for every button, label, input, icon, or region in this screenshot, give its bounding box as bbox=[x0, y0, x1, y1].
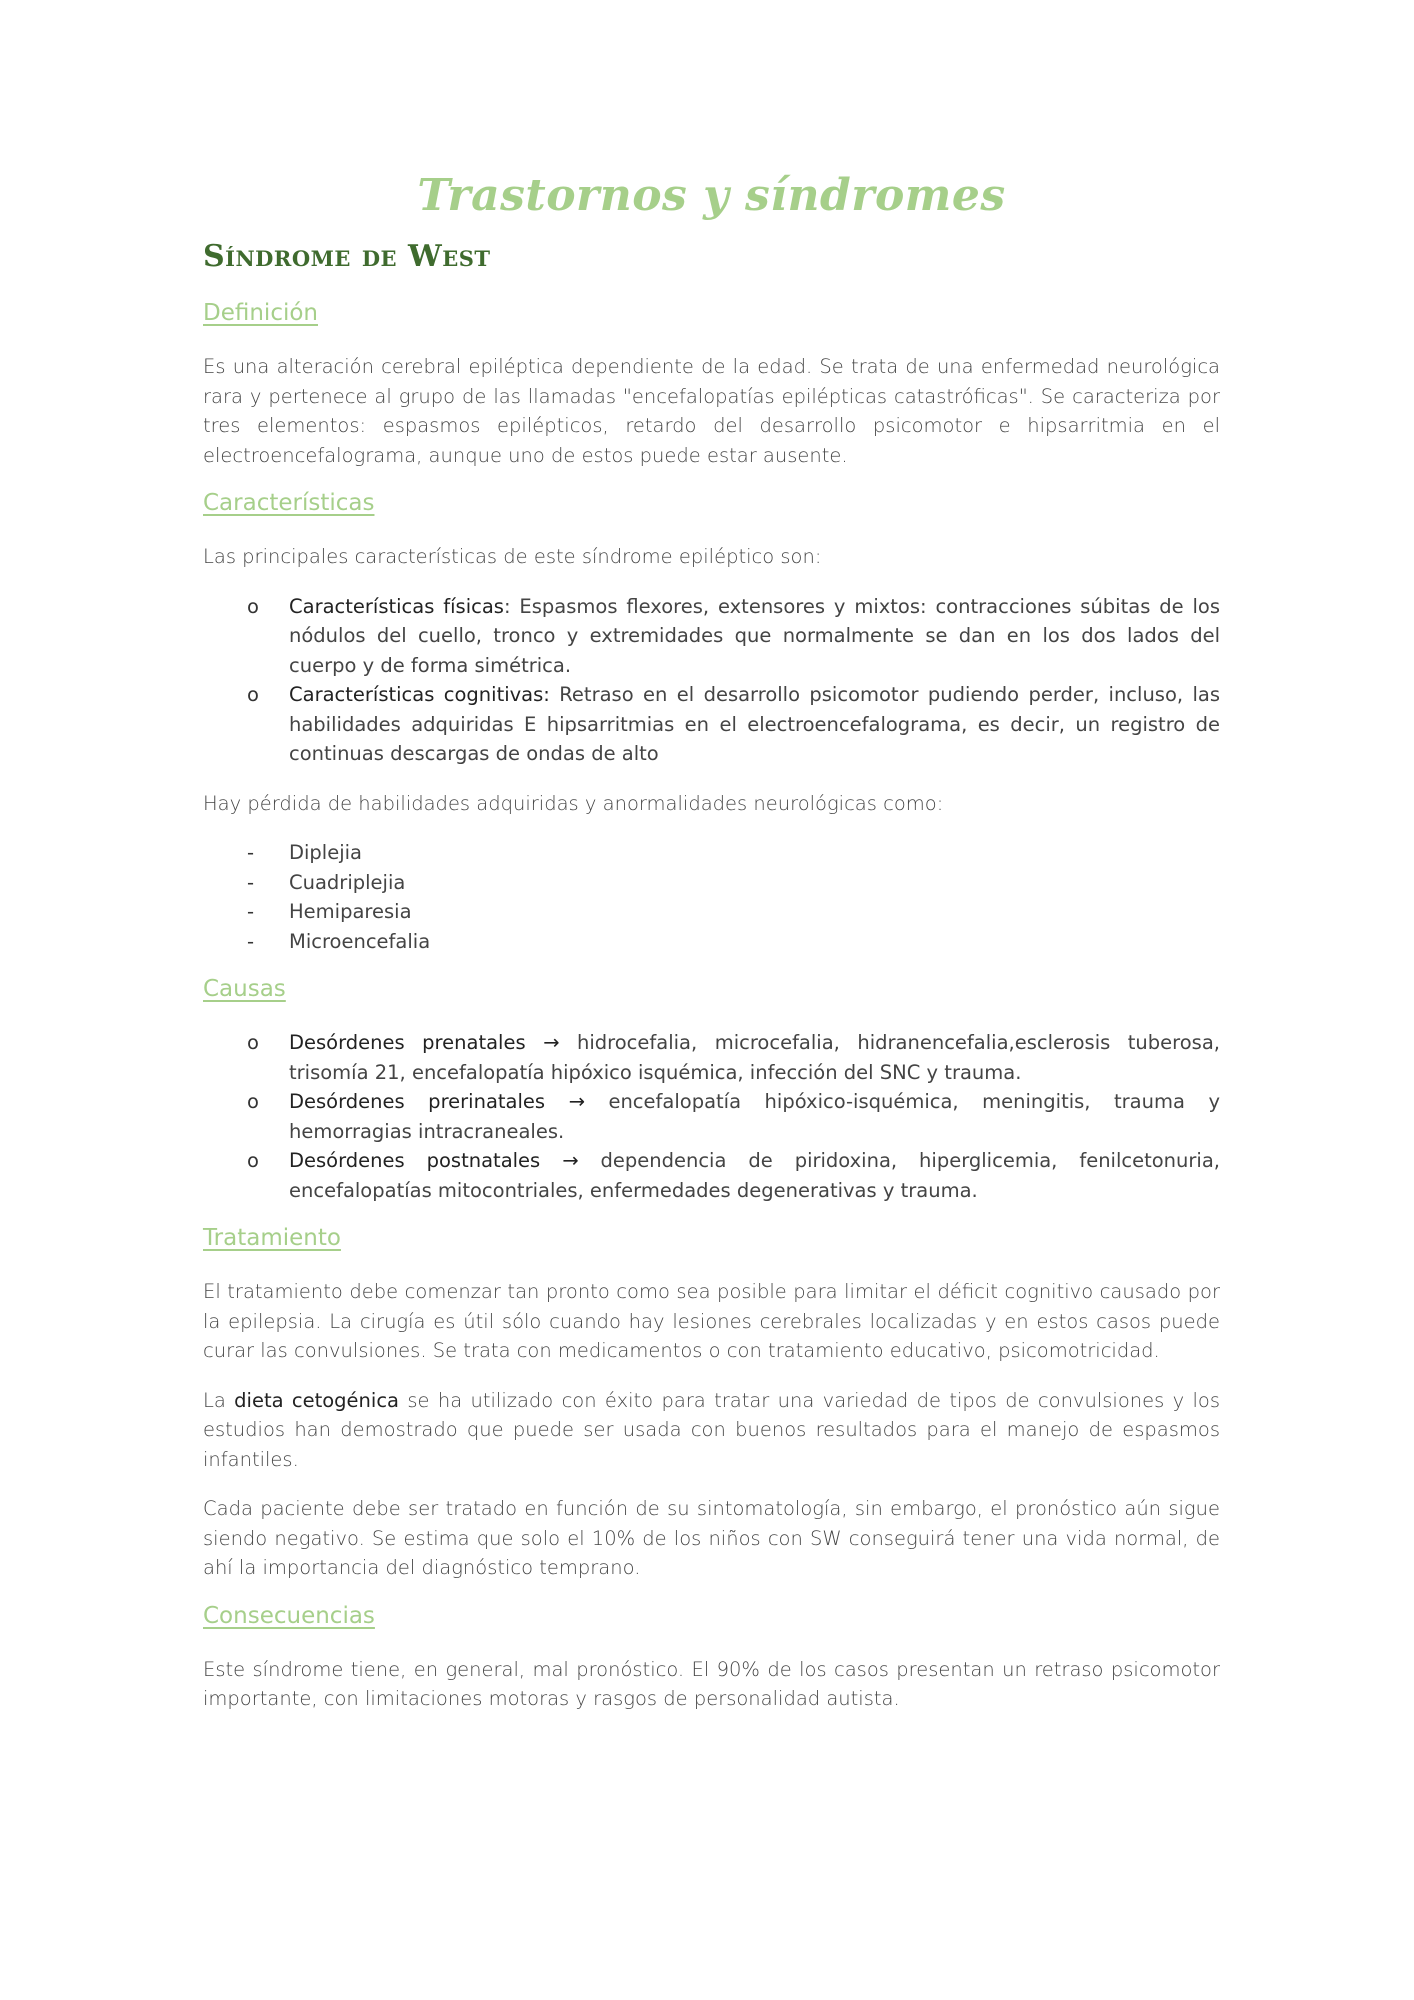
item-text: hidrocefalia, microcefalia, hidranencefalia,esclerosis tuberosa, trisomía 21, encefalopatía hipóxico isquémica, infección del SNC y trauma. bbox=[289, 1031, 1220, 1084]
document-title: Trastornos y síndromes bbox=[417, 170, 1006, 221]
list-item bbox=[203, 592, 1220, 681]
bullet-marker: o bbox=[247, 1031, 259, 1054]
caracteristicas-intro: Las principales características de este síndrome epiléptico son: bbox=[203, 545, 822, 568]
bullet-marker: o bbox=[247, 594, 259, 618]
item-text: Microencefalia bbox=[289, 929, 431, 953]
heading-definicion: Definición bbox=[203, 300, 318, 326]
list-item bbox=[203, 927, 1220, 957]
document-page bbox=[203, 170, 1220, 1734]
item-term: Desórdenes postnatales bbox=[289, 1149, 541, 1172]
bullet-marker: o bbox=[247, 1149, 259, 1172]
heading-caracteristicas: Características bbox=[203, 490, 375, 516]
item-text: : Espasmos flexores, extensores y mixtos: contracciones súbitas de los nódulos del cuello, tronco y extremidades que normalmente se dan en los dos lados del cuerpo y de forma simétrica. bbox=[289, 594, 1220, 677]
heading-causas: Causas bbox=[203, 976, 286, 1002]
item-text: encefalopatía hipóxico-isquémica, meningitis, trauma y hemorragias intracraneales. bbox=[289, 1090, 1220, 1143]
abnormalities-list bbox=[203, 838, 1220, 956]
item-text: Cuadriplejia bbox=[289, 870, 406, 894]
list-item bbox=[203, 1028, 1220, 1087]
arrow-right-icon: → bbox=[568, 1090, 585, 1113]
dash-marker: - bbox=[247, 841, 255, 864]
dash-marker: - bbox=[247, 870, 255, 894]
consecuencias-text: Este síndrome tiene, en general, mal pronóstico. El 90% de los casos presentan un retraso psicomotor importante, con limitaciones motoras y rasgos de personalidad autista. bbox=[203, 1657, 1220, 1710]
list-item bbox=[203, 1146, 1220, 1205]
bullet-marker: o bbox=[247, 683, 259, 706]
p2-after: se ha utilizado con éxito para tratar una variedad de tipos de convulsiones y los estudios han demostrado que puede ser usada con buenos resultados para el manejo de espasmos infantiles. bbox=[203, 1388, 1220, 1471]
item-term: Características cognitivas: bbox=[289, 683, 550, 706]
item-text: dependencia de piridoxina, hiperglicemia, fenilcetonuria, encefalopatías mitocontriales, enfermedades degenerativas y trauma. bbox=[289, 1149, 1220, 1202]
item-text: Diplejia bbox=[289, 841, 363, 864]
list-item bbox=[203, 838, 1220, 868]
list-item bbox=[203, 897, 1220, 927]
p2-before: La bbox=[203, 1388, 235, 1412]
section-title: Síndrome de West bbox=[203, 239, 491, 274]
item-text: Hemiparesia bbox=[289, 900, 412, 923]
item-term: Desórdenes prenatales bbox=[289, 1031, 526, 1054]
tratamiento-p3: Cada paciente debe ser tratado en función de su sintomatología, sin embargo, el pronóstico aún sigue siendo negativo. Se estima que solo el 10% de los niños con SW conseguirá tener una vida normal, de ahí la importancia del diagnóstico temprano. bbox=[203, 1497, 1220, 1579]
item-term: Desórdenes prerinatales bbox=[289, 1090, 546, 1113]
p2-term: dieta cetogénica bbox=[234, 1388, 399, 1412]
list-item bbox=[203, 680, 1220, 769]
dash-marker: - bbox=[247, 900, 255, 923]
item-text: Retraso en el desarrollo psicomotor pudiendo perder, incluso, las habilidades adquiridas E hipsarritmias en el electroencefalograma, es decir, un registro de continuas descargas de ondas de alto bbox=[289, 683, 1221, 765]
bullet-marker: o bbox=[247, 1090, 259, 1113]
list-item bbox=[203, 868, 1220, 898]
caracteristicas-list bbox=[203, 592, 1220, 769]
item-term: Características físicas bbox=[289, 594, 504, 618]
heading-tratamiento: Tratamiento bbox=[203, 1225, 341, 1251]
heading-consecuencias: Consecuencias bbox=[203, 1602, 375, 1629]
dash-marker: - bbox=[247, 929, 255, 953]
arrow-right-icon: → bbox=[562, 1149, 579, 1172]
list-item bbox=[203, 1087, 1220, 1146]
arrow-right-icon: → bbox=[543, 1031, 560, 1054]
tratamiento-p1: El tratamiento debe comenzar tan pronto como sea posible para limitar el déficit cognitivo causado por la epilepsia. La cirugía es útil sólo cuando hay lesiones cerebrales localizadas y en estos casos puede curar las convulsiones. Se trata con medicamentos o con tratamiento educativo, psicomotricidad. bbox=[203, 1280, 1220, 1362]
causas-list bbox=[203, 1028, 1220, 1205]
tratamiento-p2 bbox=[203, 1386, 1220, 1475]
definicion-text: Es una alteración cerebral epiléptica dependiente de la edad. Se trata de una enfermedad neurológica rara y pertenece al grupo de las llamadas "encefalopatías epilépticas catastróficas". Se caracteriza por tres elementos: espasmos epilépticos, retardo del desarrollo psicomotor e hipsarritmia en el electroencefalograma, aunque uno de estos puede estar ausente. bbox=[203, 355, 1220, 467]
loss-text: Hay pérdida de habilidades adquiridas y anormalidades neurológicas como: bbox=[203, 791, 944, 815]
